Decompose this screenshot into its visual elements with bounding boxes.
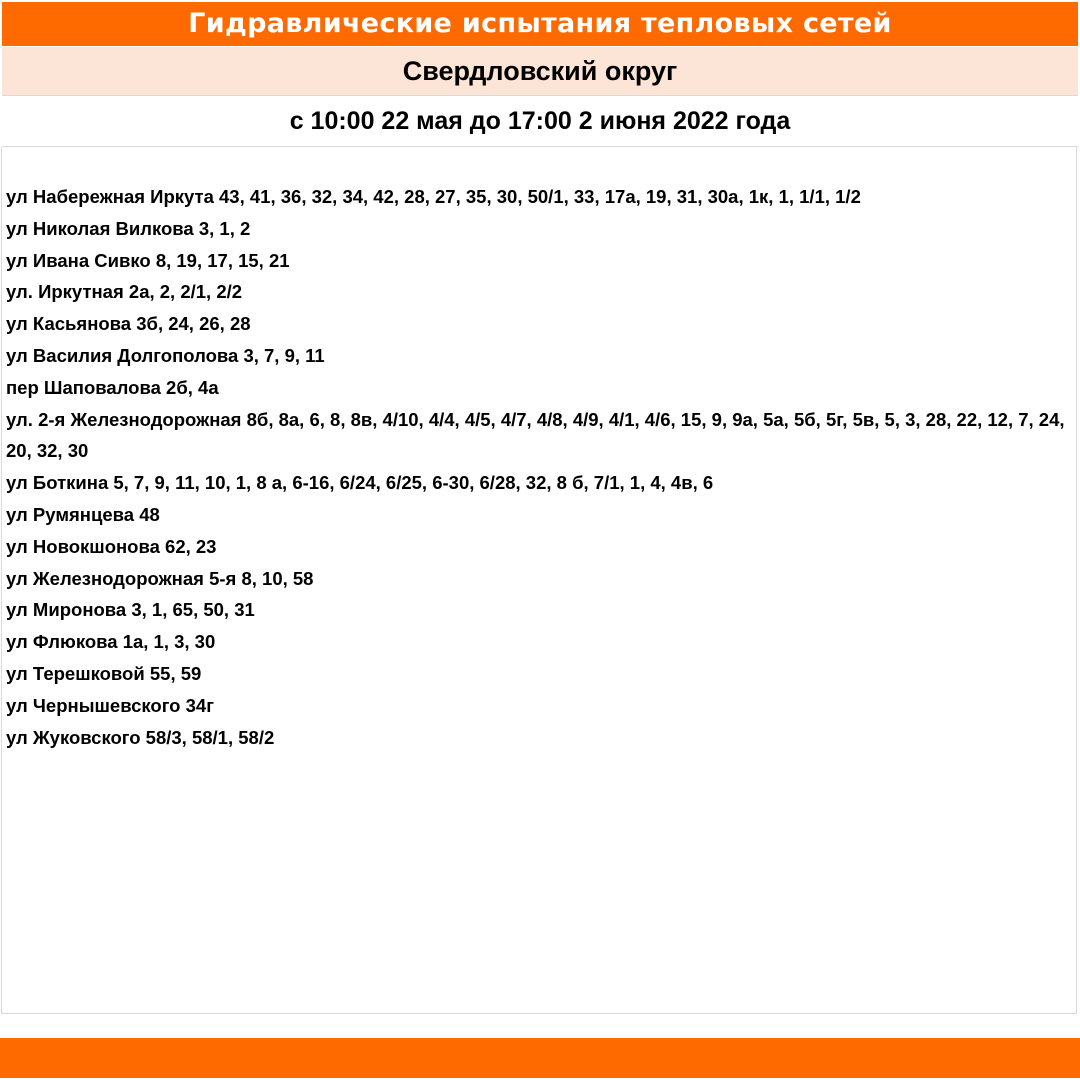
address-item: пер Шаповалова 2б, 4а (6, 376, 219, 398)
address-item: ул Железнодорожная 5-я 8, 10, 58 (6, 567, 314, 589)
period-heading: с 10:00 22 мая до 17:00 2 июня 2022 года (2, 96, 1078, 147)
address-item: ул Румянцева 48 (6, 503, 160, 525)
address-item: ул Николая Вилкова 3, 1, 2 (6, 217, 251, 239)
address-item: ул Касьянова 3б, 24, 26, 28 (6, 313, 251, 335)
address-list (6, 181, 1072, 753)
address-item: ул Жуковского 58/3, 58/1, 58/2 (6, 726, 275, 748)
address-item: ул. 2-я Железнодорожная 8б, 8а, 6, 8, 8в, 4/10, 4/4, 4/5, 4/7, 4/8, 4/9, 4/1, 4/6, 15, 9, 9а, 5а, 5б, 5г, 5в, 5, 3, 28, 22, 12, 7, 24, 20, 32, 30 (6, 408, 1065, 462)
address-item: ул Миронова 3, 1, 65, 50, 31 (6, 599, 255, 621)
address-item: ул Василия Долгополова 3, 7, 9, 11 (6, 344, 325, 366)
address-item: ул. Иркутная 2а, 2, 2/1, 2/2 (6, 281, 243, 303)
address-item: ул Флюкова 1а, 1, 3, 30 (6, 631, 216, 653)
address-item: ул Терешковой 55, 59 (6, 662, 202, 684)
page-title: Гидравлические испытания тепловых сетей (2, 2, 1078, 46)
address-item: ул Чернышевского 34г (6, 694, 214, 716)
district-heading: Свердловский округ (2, 47, 1078, 96)
address-item: ул Набережная Иркута 43, 41, 36, 32, 34, 42, 28, 27, 35, 30, 50/1, 33, 17а, 19, 31, 30а, 1к, 1, 1/1, 1/2 (6, 186, 861, 207)
footer-bar (0, 1038, 1080, 1078)
address-item: ул Ивана Сивко 8, 19, 17, 15, 21 (6, 249, 290, 271)
address-item: ул Боткина 5, 7, 9, 11, 10, 1, 8 а, 6-16, 6/24, 6/25, 6-30, 6/28, 32, 8 б, 7/1, 1, 4, 4в, 6 (6, 472, 714, 494)
address-item: ул Новокшонова 62, 23 (6, 535, 217, 557)
